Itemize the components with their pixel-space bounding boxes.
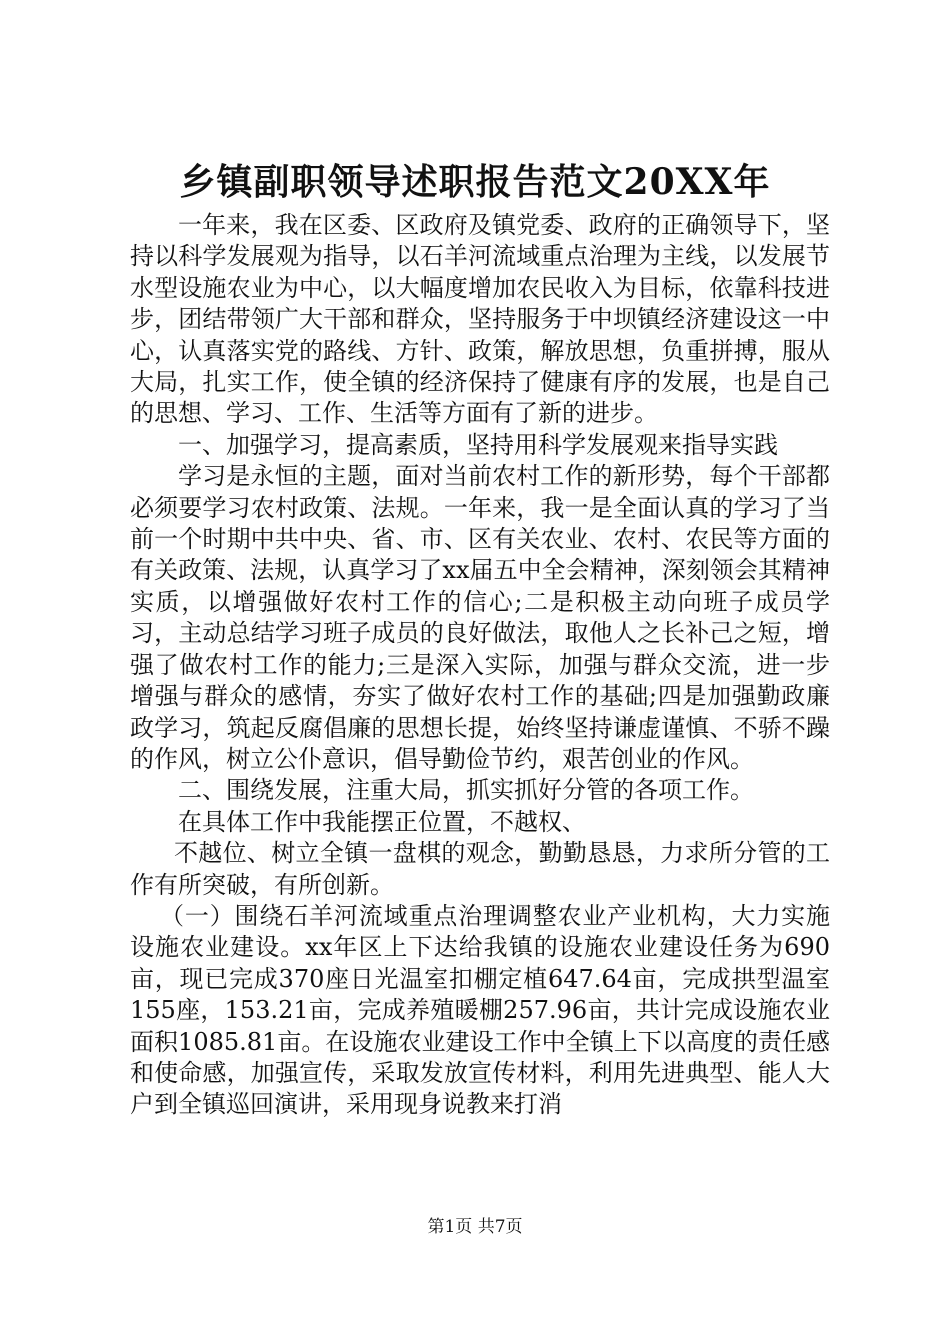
section-heading-2: 二、围绕发展，注重大局，抓实抓好分管的各项工作。 bbox=[178, 776, 754, 805]
document-title: 乡镇副职领导述职报告范文20XX年 bbox=[179, 161, 771, 203]
paragraph-study: 学习是永恒的主题，面对当前农村工作的新形势，每个干部都必须要学习农村政策、法规。一年来，我一是全面认真的学习了当前一个时期中共中央、省、市、区有关农业、农村、农民等方面的有关政策、法规，认真学习了xx届五中全会精神，深刻领会其精神实质，以增强做好农村工作的信心;二是积极主动向班子成员学习，主动总结学习班子成员的良好做法，取他人之长补己之短，增强了做农村工作的能力;三是深入实际，加强与群众交流，进一步增强与群众的感情，夯实了做好农村工作的基础;四是加强勤政廉政学习，筑起反腐倡廉的思想长提，始终坚持谦虚谨慎、不骄不躁的作风，树立公仆意识，倡导勤俭节约，艰苦创业的作风。 bbox=[130, 462, 830, 773]
document-body bbox=[130, 210, 830, 1121]
paragraph-work-continued: 不越位、树立全镇一盘棋的观念，勤勤恳恳，力求所分管的工作有所突破，有所创新。 bbox=[130, 839, 830, 899]
section-heading-1: 一、加强学习，提高素质，坚持用科学发展观来指导实践 bbox=[178, 430, 778, 459]
page-footer: 第1页 共7页 bbox=[427, 1217, 523, 1237]
paragraph-work-position: 在具体工作中我能摆正位置，不越权、 bbox=[178, 807, 586, 836]
paragraph-intro: 一年来，我在区委、区政府及镇党委、政府的正确领导下，坚持以科学发展观为指导，以石羊河流域重点治理为主线，以发展节水型设施农业为中心，以大幅度增加农民收入为目标，依靠科技进步，团结带领广大干部和群众，坚持服务于中坝镇经济建设这一中心，认真落实党的路线、方针、政策，解放思想，负重拼搏，服从大局，扎实工作，使全镇的经济保持了健康有序的发展，也是自己的思想、学习、工作、生活等方面有了新的进步。 bbox=[130, 211, 830, 428]
paragraph-subsection-1: （一）围绕石羊河流域重点治理调整农业产业机构，大力实施设施农业建设。xx年区上下达给我镇的设施农业建设任务为690亩，现已完成370座日光温室扣棚定植647.64亩，完成拱型温室155座，153.21亩，完成养殖暖棚257.96亩，共计完成设施农业面积1085.81亩。在设施农业建设工作中全镇上下以高度的责任感和使命感，加强宣传，采取发放宣传材料，利用先进典型、能人大户到全镇巡回演讲，采用现身说教来打消 bbox=[130, 901, 830, 1119]
